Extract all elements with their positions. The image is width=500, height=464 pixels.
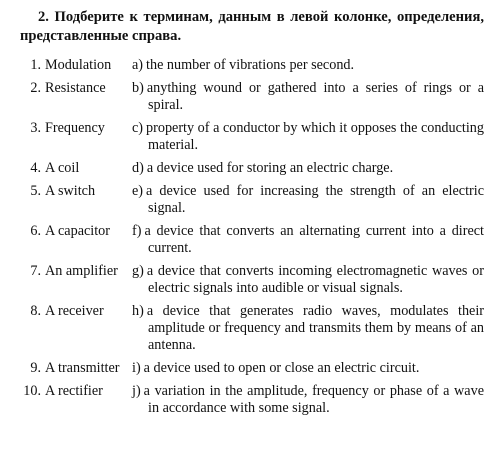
matching-row: [20, 263, 484, 297]
term-number: 8.: [30, 303, 41, 319]
definition-text: property of a conductor by which it opposes the conducting material.: [146, 120, 484, 153]
definition-cell: [132, 120, 484, 154]
term-number: 1.: [30, 57, 41, 73]
definition-text: a device that converts an alternating current into a direct current.: [144, 223, 484, 256]
matching-row: [20, 183, 484, 217]
definition-text: the number of vibrations per second.: [146, 57, 355, 73]
term-text: A switch: [45, 183, 96, 199]
definition-text: a device used for increasing the strength of an electric signal.: [146, 183, 484, 216]
matching-row: [20, 383, 484, 417]
definition-letter: d): [132, 160, 144, 176]
definition-text: a device used for storing an electric charge.: [146, 160, 394, 176]
definition-letter: g): [132, 263, 144, 279]
term-cell: [20, 183, 132, 200]
term-cell: [20, 263, 132, 280]
matching-row: [20, 80, 484, 114]
definition-cell: [132, 383, 484, 417]
term-number: 7.: [30, 263, 41, 279]
term-text: A rectifier: [45, 383, 103, 399]
term-text: Modulation: [45, 57, 112, 73]
definition-letter: j): [132, 383, 141, 399]
definition-letter: h): [132, 303, 144, 319]
matching-row: [20, 160, 484, 177]
definition-cell: [132, 183, 484, 217]
definition-letter: e): [132, 183, 144, 199]
definition-text: a device that converts incoming electromagnetic waves or electric signals into audible or visual signals.: [146, 263, 484, 296]
definition-text: a device that generates radio waves, modulates their amplitude or frequency and transmits them by means of an antenna.: [146, 303, 484, 353]
definition-letter: a): [132, 57, 144, 73]
definition-cell: [132, 160, 484, 177]
term-number: 9.: [30, 360, 41, 376]
term-cell: [20, 360, 132, 377]
definition-letter: f): [132, 223, 142, 239]
matching-row: [20, 360, 484, 377]
term-cell: [20, 383, 132, 400]
definition-cell: [132, 223, 484, 257]
term-number: 5.: [30, 183, 41, 199]
definition-text: anything wound or gathered into a series of rings or a spiral.: [146, 80, 484, 113]
term-cell: [20, 303, 132, 320]
term-text: An amplifier: [45, 263, 118, 279]
term-cell: [20, 120, 132, 137]
definition-cell: [132, 360, 484, 377]
definition-cell: [132, 80, 484, 114]
definition-cell: [132, 263, 484, 297]
matching-row: [20, 57, 484, 74]
term-number: 4.: [30, 160, 41, 176]
definition-text: a variation in the amplitude, frequency or phase of a wave in accordance with some signal.: [143, 383, 484, 416]
definition-text: a device used to open or close an electric circuit.: [143, 360, 420, 376]
term-cell: [20, 57, 132, 74]
term-number: 10.: [23, 383, 41, 399]
term-cell: [20, 223, 132, 240]
definition-letter: i): [132, 360, 141, 376]
matching-list: [20, 57, 484, 417]
term-number: 2.: [30, 80, 41, 96]
definition-cell: [132, 303, 484, 354]
matching-row: [20, 223, 484, 257]
term-text: A receiver: [45, 303, 104, 319]
term-text: Frequency: [45, 120, 105, 136]
matching-row: [20, 120, 484, 154]
task-title: 2. Подберите к терминам, данным в левой колонке, определения, представленные справа.: [20, 9, 484, 44]
term-number: 6.: [30, 223, 41, 239]
term-cell: [20, 80, 132, 97]
term-text: A transmitter: [45, 360, 120, 376]
term-cell: [20, 160, 132, 177]
term-text: Resistance: [45, 80, 106, 96]
matching-row: [20, 303, 484, 354]
definition-cell: [132, 57, 484, 74]
term-text: A capacitor: [45, 223, 110, 239]
definition-letter: c): [132, 120, 144, 136]
definition-letter: b): [132, 80, 144, 96]
term-number: 3.: [30, 120, 41, 136]
term-text: A coil: [45, 160, 80, 176]
